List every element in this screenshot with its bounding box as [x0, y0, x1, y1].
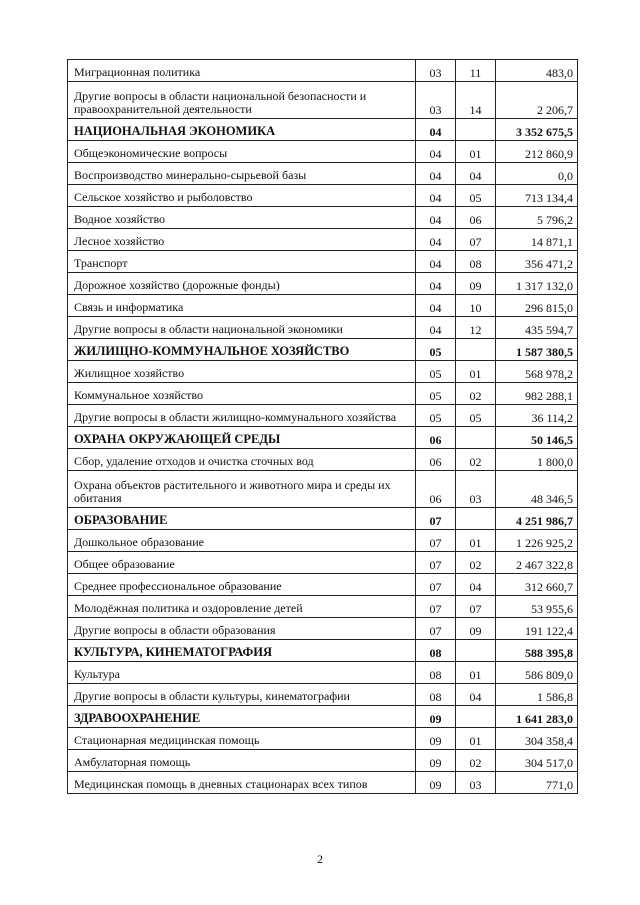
row-name-cell: Другие вопросы в области национальной экономики — [68, 317, 416, 339]
row-section-code-cell: 05 — [416, 361, 456, 383]
row-amount-cell: 48 346,5 — [496, 471, 578, 508]
row-name-cell: ОХРАНА ОКРУЖАЮЩЕЙ СРЕДЫ — [68, 427, 416, 449]
row-section-code-cell: 04 — [416, 141, 456, 163]
table-row — [68, 750, 578, 772]
row-amount-cell: 4 251 986,7 — [496, 508, 578, 530]
row-section-code-cell: 04 — [416, 295, 456, 317]
row-subsection-code-cell: 07 — [456, 229, 496, 251]
row-subsection-code-cell — [456, 119, 496, 141]
row-subsection-code-cell: 09 — [456, 618, 496, 640]
row-section-code-cell: 09 — [416, 706, 456, 728]
row-section-code-cell: 08 — [416, 640, 456, 662]
table-row — [68, 229, 578, 251]
row-subsection-code-cell: 01 — [456, 662, 496, 684]
table-row — [68, 471, 578, 508]
row-amount-cell: 1 587 380,5 — [496, 339, 578, 361]
table-row — [68, 574, 578, 596]
row-section-code-cell: 06 — [416, 427, 456, 449]
row-name-cell: Сбор, удаление отходов и очистка сточных вод — [68, 449, 416, 471]
row-name-cell: Дорожное хозяйство (дорожные фонды) — [68, 273, 416, 295]
row-subsection-code-cell — [456, 339, 496, 361]
row-amount-cell: 1 317 132,0 — [496, 273, 578, 295]
table-row — [68, 449, 578, 471]
table-row — [68, 295, 578, 317]
table-row — [68, 552, 578, 574]
row-amount-cell: 296 815,0 — [496, 295, 578, 317]
table-row — [68, 596, 578, 618]
row-amount-cell: 568 978,2 — [496, 361, 578, 383]
row-section-code-cell: 08 — [416, 684, 456, 706]
table-row — [68, 772, 578, 794]
section-row — [68, 119, 578, 141]
row-section-code-cell: 09 — [416, 728, 456, 750]
row-section-code-cell: 03 — [416, 60, 456, 82]
row-subsection-code-cell: 05 — [456, 185, 496, 207]
row-amount-cell: 14 871,1 — [496, 229, 578, 251]
table-row — [68, 405, 578, 427]
table-row — [68, 618, 578, 640]
section-row — [68, 427, 578, 449]
table-row — [68, 82, 578, 119]
row-subsection-code-cell: 05 — [456, 405, 496, 427]
row-amount-cell: 1 641 283,0 — [496, 706, 578, 728]
row-name-cell: Культура — [68, 662, 416, 684]
section-row — [68, 640, 578, 662]
row-name-cell: Водное хозяйство — [68, 207, 416, 229]
row-name-cell: НАЦИОНАЛЬНАЯ ЭКОНОМИКА — [68, 119, 416, 141]
row-amount-cell: 191 122,4 — [496, 618, 578, 640]
row-amount-cell: 356 471,2 — [496, 251, 578, 273]
row-section-code-cell: 04 — [416, 251, 456, 273]
row-name-cell: Среднее профессиональное образование — [68, 574, 416, 596]
row-subsection-code-cell: 08 — [456, 251, 496, 273]
row-subsection-code-cell: 03 — [456, 772, 496, 794]
table-row — [68, 273, 578, 295]
row-section-code-cell: 07 — [416, 618, 456, 640]
row-subsection-code-cell: 01 — [456, 530, 496, 552]
row-name-cell: Другие вопросы в области жилищно-коммунального хозяйства — [68, 405, 416, 427]
row-name-cell: Амбулаторная помощь — [68, 750, 416, 772]
row-amount-cell: 1 800,0 — [496, 449, 578, 471]
row-amount-cell: 36 114,2 — [496, 405, 578, 427]
row-section-code-cell: 04 — [416, 207, 456, 229]
row-amount-cell: 312 660,7 — [496, 574, 578, 596]
row-section-code-cell: 09 — [416, 772, 456, 794]
row-subsection-code-cell: 06 — [456, 207, 496, 229]
row-subsection-code-cell: 04 — [456, 684, 496, 706]
row-amount-cell: 1 226 925,2 — [496, 530, 578, 552]
row-name-cell: Воспроизводство минерально-сырьевой базы — [68, 163, 416, 185]
row-name-cell: Коммунальное хозяйство — [68, 383, 416, 405]
row-section-code-cell: 03 — [416, 82, 456, 119]
row-name-cell: Другие вопросы в области образования — [68, 618, 416, 640]
row-subsection-code-cell: 12 — [456, 317, 496, 339]
table-row — [68, 251, 578, 273]
row-subsection-code-cell: 02 — [456, 383, 496, 405]
row-amount-cell: 771,0 — [496, 772, 578, 794]
table-row — [68, 60, 578, 82]
row-section-code-cell: 04 — [416, 273, 456, 295]
table-row — [68, 185, 578, 207]
row-name-cell: Общеэкономические вопросы — [68, 141, 416, 163]
row-subsection-code-cell: 10 — [456, 295, 496, 317]
row-section-code-cell: 04 — [416, 119, 456, 141]
row-subsection-code-cell: 11 — [456, 60, 496, 82]
budget-table-body — [68, 60, 578, 794]
row-amount-cell: 483,0 — [496, 60, 578, 82]
row-subsection-code-cell: 03 — [456, 471, 496, 508]
row-name-cell: КУЛЬТУРА, КИНЕМАТОГРАФИЯ — [68, 640, 416, 662]
row-amount-cell: 713 134,4 — [496, 185, 578, 207]
row-amount-cell: 212 860,9 — [496, 141, 578, 163]
budget-table — [67, 59, 578, 794]
row-section-code-cell: 04 — [416, 185, 456, 207]
row-section-code-cell: 05 — [416, 339, 456, 361]
table-row — [68, 383, 578, 405]
row-section-code-cell: 07 — [416, 530, 456, 552]
row-amount-cell: 5 796,2 — [496, 207, 578, 229]
row-amount-cell: 3 352 675,5 — [496, 119, 578, 141]
row-section-code-cell: 07 — [416, 574, 456, 596]
table-row — [68, 141, 578, 163]
row-name-cell: Молодёжная политика и оздоровление детей — [68, 596, 416, 618]
row-name-cell: Охрана объектов растительного и животного мира и среды их обитания — [68, 471, 416, 508]
row-subsection-code-cell: 09 — [456, 273, 496, 295]
row-section-code-cell: 05 — [416, 383, 456, 405]
row-name-cell: Миграционная политика — [68, 60, 416, 82]
table-row — [68, 317, 578, 339]
table-row — [68, 207, 578, 229]
page-number: 2 — [317, 852, 323, 866]
row-name-cell: Дошкольное образование — [68, 530, 416, 552]
row-amount-cell: 304 358,4 — [496, 728, 578, 750]
row-name-cell: Транспорт — [68, 251, 416, 273]
table-row — [68, 684, 578, 706]
row-subsection-code-cell — [456, 508, 496, 530]
row-name-cell: Связь и информатика — [68, 295, 416, 317]
table-row — [68, 361, 578, 383]
row-subsection-code-cell: 02 — [456, 449, 496, 471]
row-amount-cell: 0,0 — [496, 163, 578, 185]
row-section-code-cell: 09 — [416, 750, 456, 772]
row-section-code-cell: 07 — [416, 552, 456, 574]
row-name-cell: Жилищное хозяйство — [68, 361, 416, 383]
table-row — [68, 163, 578, 185]
row-amount-cell: 435 594,7 — [496, 317, 578, 339]
row-name-cell: Сельское хозяйство и рыболовство — [68, 185, 416, 207]
row-subsection-code-cell — [456, 640, 496, 662]
row-subsection-code-cell: 14 — [456, 82, 496, 119]
row-section-code-cell: 04 — [416, 229, 456, 251]
row-section-code-cell: 04 — [416, 163, 456, 185]
row-section-code-cell: 06 — [416, 449, 456, 471]
row-amount-cell: 586 809,0 — [496, 662, 578, 684]
row-subsection-code-cell: 07 — [456, 596, 496, 618]
table-row — [68, 728, 578, 750]
row-section-code-cell: 07 — [416, 508, 456, 530]
row-amount-cell: 1 586,8 — [496, 684, 578, 706]
row-name-cell: Другие вопросы в области национальной безопасности и правоохранительной деятельности — [68, 82, 416, 119]
row-subsection-code-cell: 04 — [456, 163, 496, 185]
row-section-code-cell: 08 — [416, 662, 456, 684]
row-amount-cell: 2 467 322,8 — [496, 552, 578, 574]
row-amount-cell: 982 288,1 — [496, 383, 578, 405]
row-name-cell: Другие вопросы в области культуры, кинематографии — [68, 684, 416, 706]
row-amount-cell: 588 395,8 — [496, 640, 578, 662]
row-name-cell: Лесное хозяйство — [68, 229, 416, 251]
row-name-cell: ЗДРАВООХРАНЕНИЕ — [68, 706, 416, 728]
row-section-code-cell: 04 — [416, 317, 456, 339]
row-name-cell: ОБРАЗОВАНИЕ — [68, 508, 416, 530]
row-name-cell: ЖИЛИЩНО-КОММУНАЛЬНОЕ ХОЗЯЙСТВО — [68, 339, 416, 361]
section-row — [68, 706, 578, 728]
section-row — [68, 508, 578, 530]
table-row — [68, 530, 578, 552]
row-subsection-code-cell: 02 — [456, 552, 496, 574]
row-section-code-cell: 05 — [416, 405, 456, 427]
row-subsection-code-cell: 04 — [456, 574, 496, 596]
row-amount-cell: 53 955,6 — [496, 596, 578, 618]
row-subsection-code-cell — [456, 706, 496, 728]
row-subsection-code-cell: 01 — [456, 728, 496, 750]
row-subsection-code-cell — [456, 427, 496, 449]
row-subsection-code-cell: 02 — [456, 750, 496, 772]
row-subsection-code-cell: 01 — [456, 361, 496, 383]
row-amount-cell: 50 146,5 — [496, 427, 578, 449]
row-amount-cell: 304 517,0 — [496, 750, 578, 772]
row-section-code-cell: 07 — [416, 596, 456, 618]
section-row — [68, 339, 578, 361]
row-subsection-code-cell: 01 — [456, 141, 496, 163]
row-name-cell: Общее образование — [68, 552, 416, 574]
table-row — [68, 662, 578, 684]
row-section-code-cell: 06 — [416, 471, 456, 508]
row-name-cell: Стационарная медицинская помощь — [68, 728, 416, 750]
row-amount-cell: 2 206,7 — [496, 82, 578, 119]
row-name-cell: Медицинская помощь в дневных стационарах всех типов — [68, 772, 416, 794]
